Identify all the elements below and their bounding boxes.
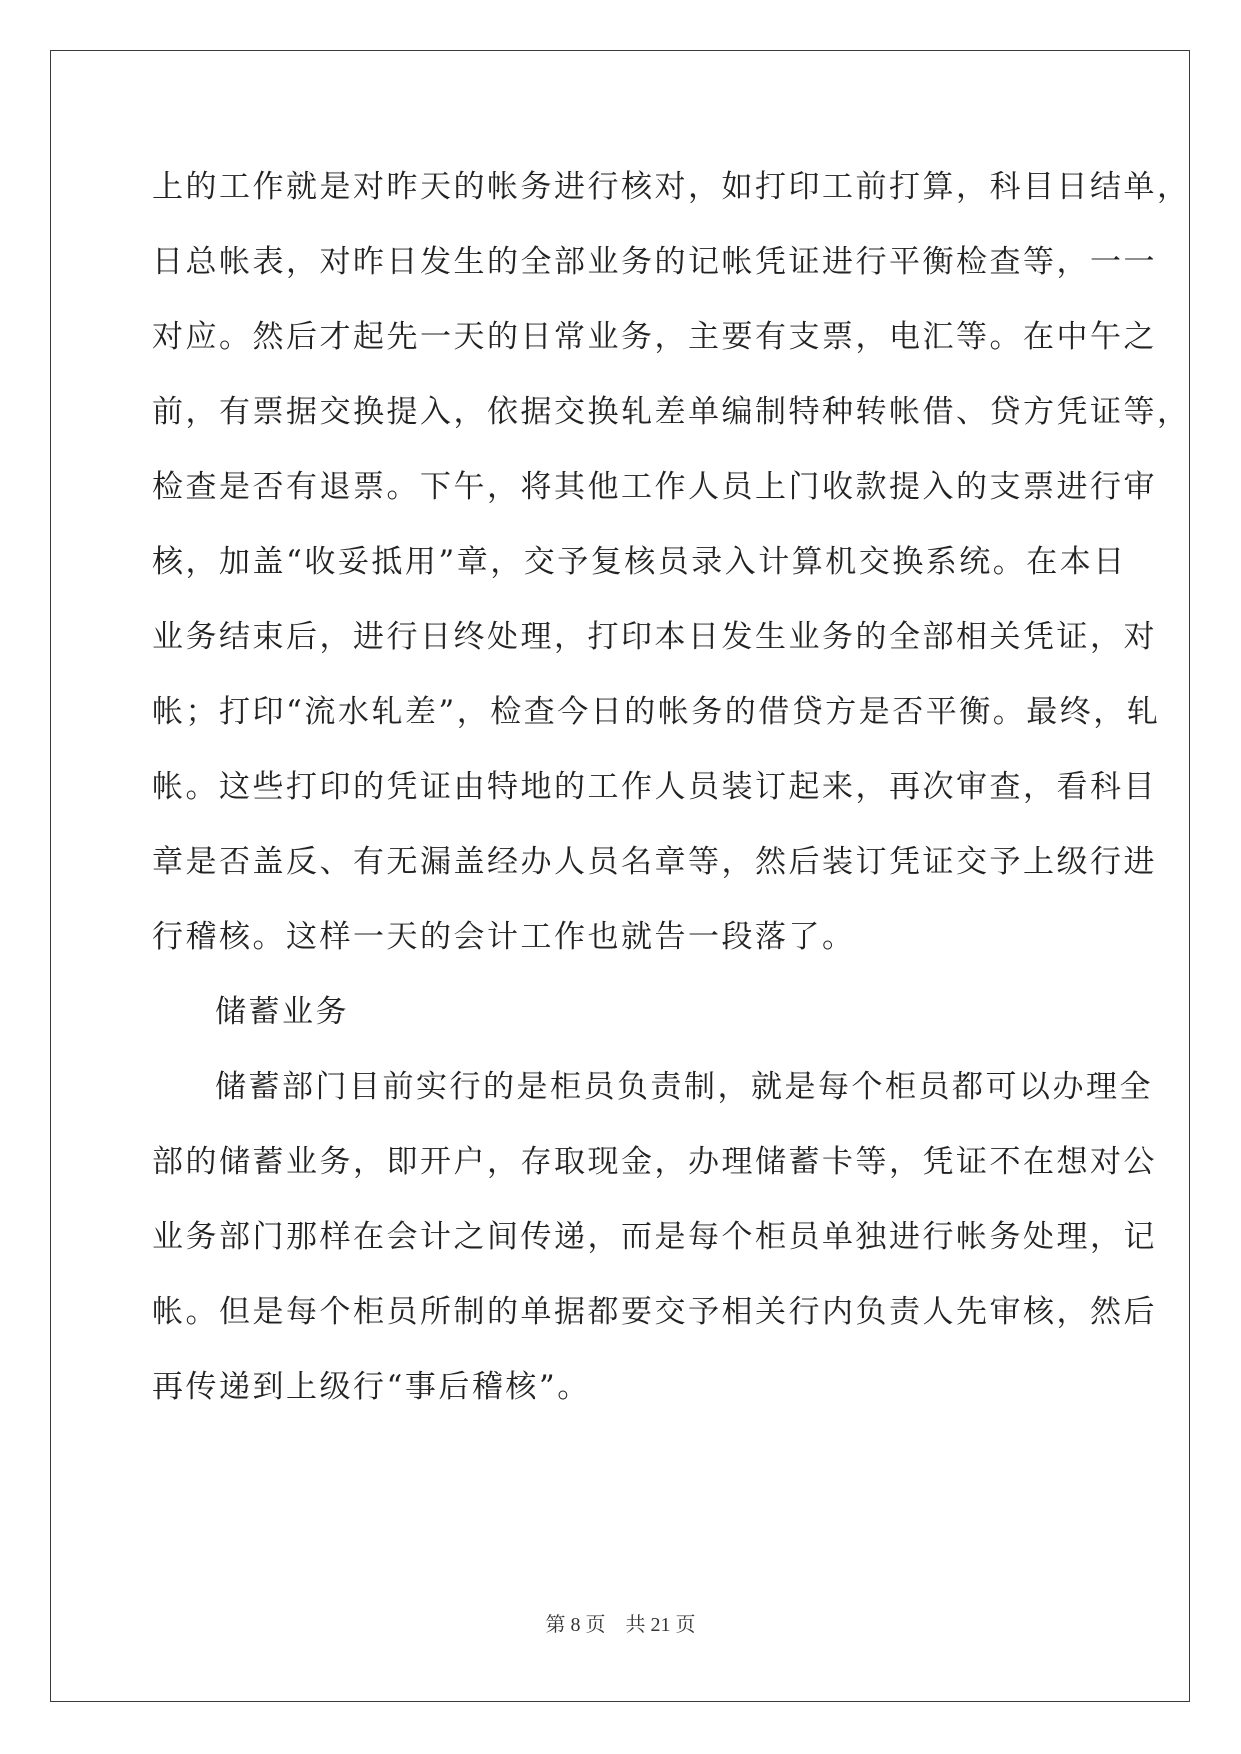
paragraph-line: 核，加盖“收妥抵用”章，交予复核员录入计算机交换系统。在本日 [152, 544, 1127, 580]
paragraph-line: 储蓄部门目前实行的是柜员负责制，就是每个柜员都可以办理全 [215, 1069, 1153, 1105]
paragraph-line: 检查是否有退票。下午，将其他工作人员上门收款提入的支票进行审 [152, 469, 1157, 505]
paragraph-line: 行稽核。这样一天的会计工作也就告一段落了。 [152, 919, 856, 955]
paragraph-line: 前，有票据交换提入，依据交换轧差单编制特种转帐借、贷方凭证等， [152, 394, 1191, 430]
section-heading: 储蓄业务 [215, 994, 349, 1030]
paragraph-line: 章是否盖反、有无漏盖经办人员名章等，然后装订凭证交予上级行进 [152, 844, 1157, 880]
paragraph-line: 日总帐表，对昨日发生的全部业务的记帐凭证进行平衡检查等，一一 [152, 244, 1157, 280]
document-body [152, 150, 1191, 1425]
paragraph-line: 业务部门那样在会计之间传递，而是每个柜员单独进行帐务处理，记 [152, 1219, 1157, 1255]
page-number: 第 8 页 共 21 页 [545, 1614, 696, 1636]
paragraph-line: 帐；打印“流水轧差”，检查今日的帐务的借贷方是否平衡。最终，轧 [152, 694, 1161, 730]
paragraph-line: 上的工作就是对昨天的帐务进行核对，如打印工前打算，科目日结单， [152, 169, 1191, 205]
paragraph-line: 帐。这些打印的凭证由特地的工作人员装订起来，再次审查，看科目 [152, 769, 1157, 805]
paragraph-line: 帐。但是每个柜员所制的单据都要交予相关行内负责人先审核，然后 [152, 1294, 1157, 1330]
paragraph-line: 业务结束后，进行日终处理，打印本日发生业务的全部相关凭证，对 [152, 619, 1157, 655]
paragraph-line: 部的储蓄业务，即开户，存取现金，办理储蓄卡等，凭证不在想对公 [152, 1144, 1157, 1180]
paragraph-line: 对应。然后才起先一天的日常业务，主要有支票，电汇等。在中午之 [152, 319, 1157, 355]
paragraph-line: 再传递到上级行“事后稽核”。 [152, 1369, 591, 1405]
